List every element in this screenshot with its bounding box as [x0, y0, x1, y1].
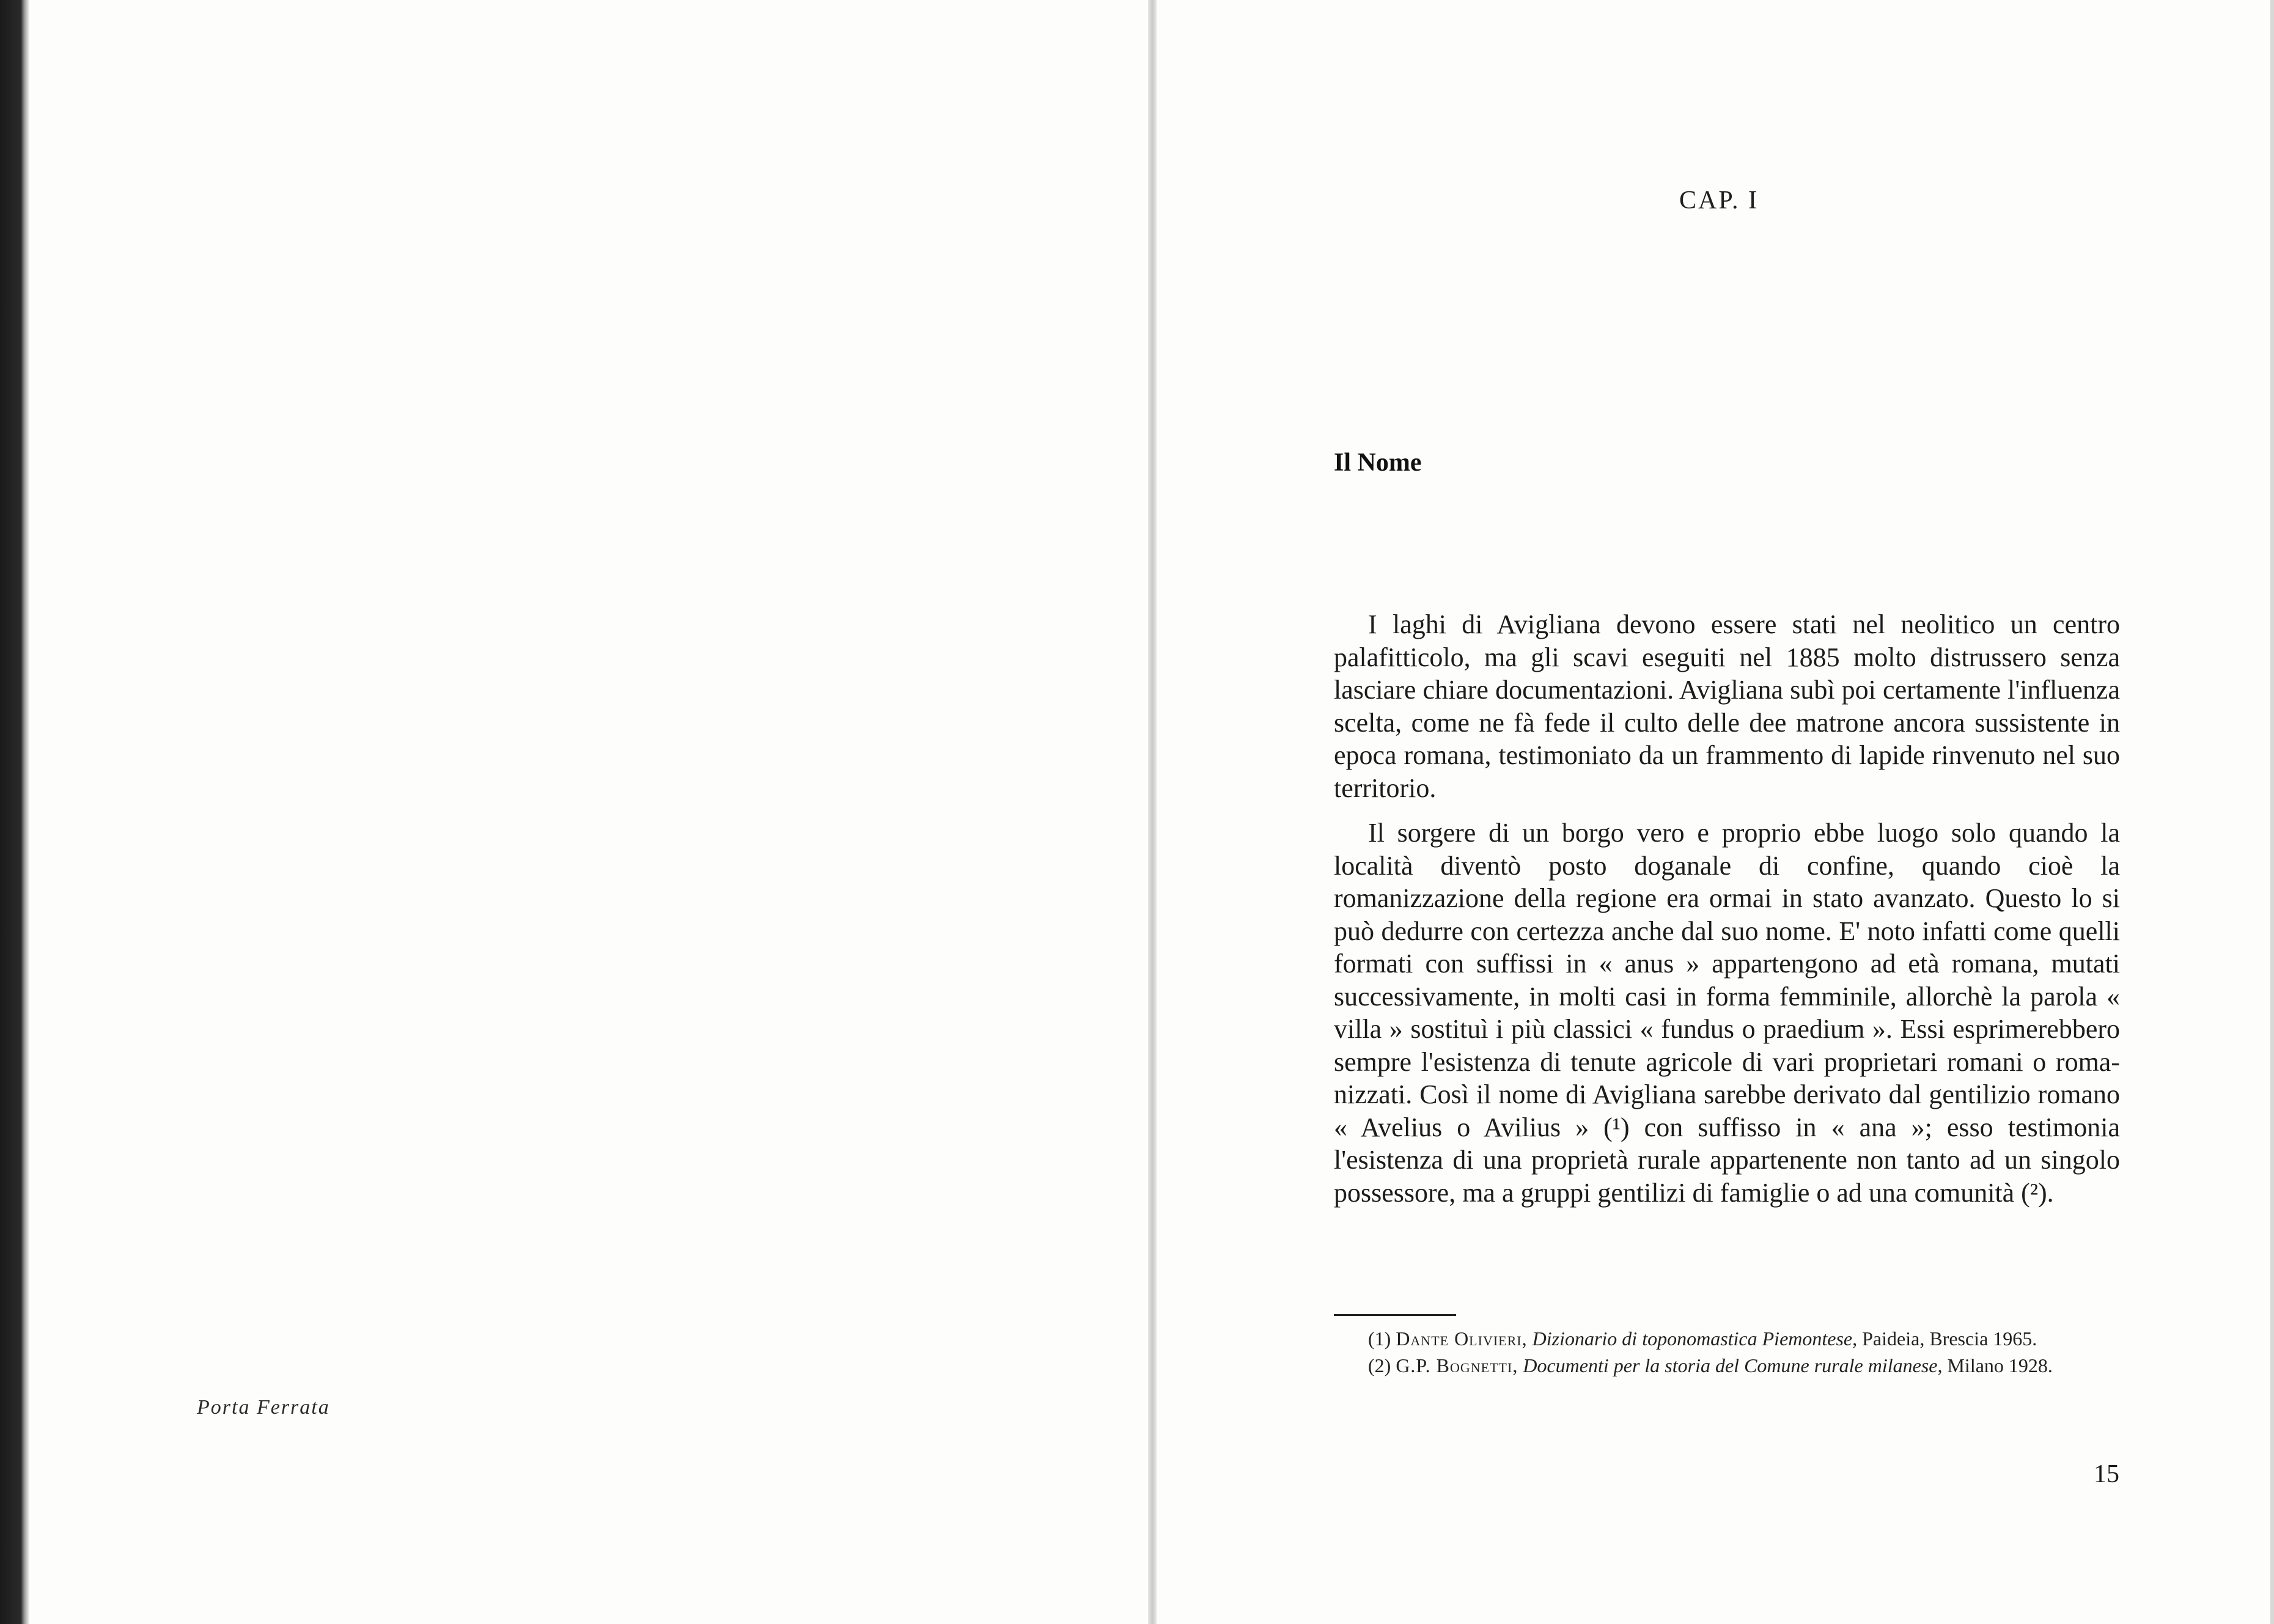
photo-caption: Porta Ferrata [197, 1396, 330, 1419]
footnote [1334, 1325, 2120, 1352]
scan-border-right [2270, 0, 2274, 1624]
footnote-details: Milano 1928. [1947, 1354, 2053, 1376]
footnote-title: Documenti per la storia del Comune rurale milanese, [1523, 1354, 1943, 1376]
body-text [1334, 608, 2120, 1209]
paragraph: Il sorgere di un borgo vero e proprio ebbe luogo solo quando la località diventò posto doganale di confine, quando cioè la romanizzazione della regione era ormai in stato avanzato. Questo lo si può dedurre con certezza anche dal suo nome. E' noto infatti come quelli formati con suffissi in « anus » appartengono ad età romana, mutati successivamente, in molti casi in forma femminile, allorchè la parola « villa » sostituì i più classici « fundus o praedium ». Essi esprimerebbero sempre l'esistenza di tenute agricole di vari proprietari romani o romanizzati. Così il nome di Avigliana sarebbe derivato dal gentilizio romano « Avelius o Avilius » (¹) con suffisso in « ana »; esso testimonia l'esistenza di una proprietà rurale appartenente non tanto ad un singolo possessore, ma a gruppi gentilizi di famiglie o ad una comunità (²). [1334, 818, 2120, 1208]
footnote-rule [1334, 1314, 1456, 1316]
footnotes [1334, 1325, 2120, 1379]
footnote [1334, 1352, 2120, 1379]
footnote-number: (2) [1368, 1354, 1391, 1376]
footnote-title: Dizionario di toponomastica Piemontese, [1532, 1328, 1858, 1350]
book-gutter [1148, 0, 1157, 1624]
footnote-author: G.P. Bognetti, [1396, 1354, 1518, 1376]
page-number: 15 [2094, 1460, 2119, 1488]
footnote-author: Dante Olivieri, [1396, 1328, 1528, 1350]
scan-border-left [0, 0, 29, 1624]
footnote-details: Paideia, Brescia 1965. [1862, 1328, 2037, 1350]
footnote-number: (1) [1368, 1328, 1391, 1350]
section-heading: Il Nome [1334, 449, 1422, 477]
left-page [29, 0, 1148, 1624]
paragraph: I laghi di Avigliana devono essere stati nel neolitico un centro palafitticolo, ma gli scavi eseguiti nel 1885 molto distrussero senza lasciare chiare documentazioni. Avigliana subì poi certamente l'influenza scelta, come ne fà fede il culto delle dee matrone ancora sussistente in epoca romana, testimoniato da un frammento di lapide rinvenuto nel suo territorio. [1334, 609, 2120, 803]
chapter-label: CAP. I [1679, 186, 1759, 215]
